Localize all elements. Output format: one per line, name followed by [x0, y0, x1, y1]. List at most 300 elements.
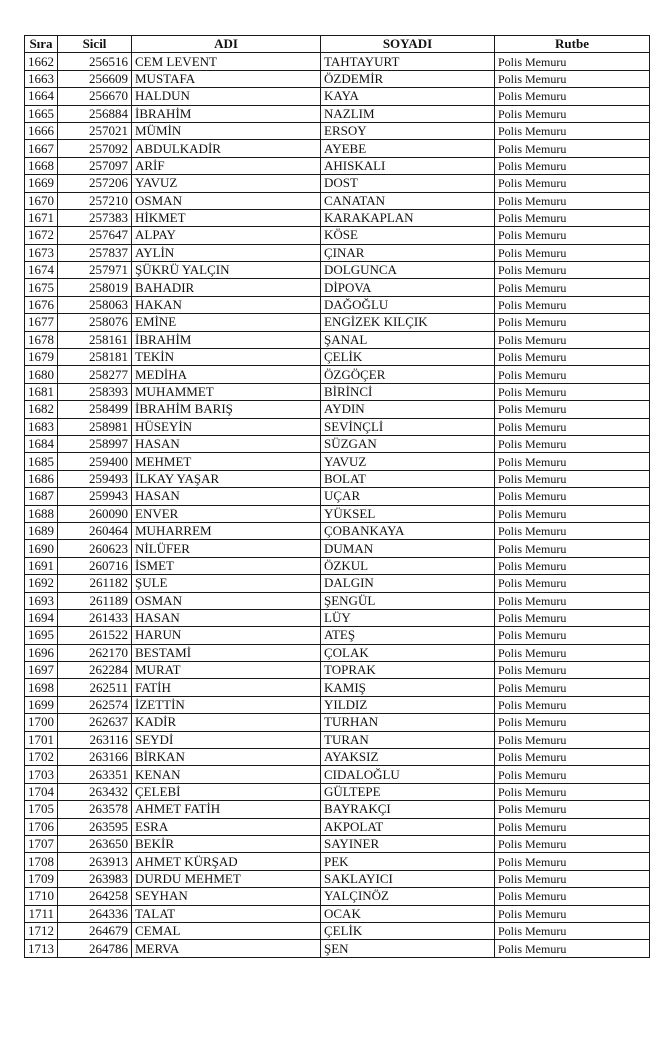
- table-row: [25, 818, 650, 835]
- table-row: [25, 453, 650, 470]
- adi-cell: ENVER: [132, 505, 321, 522]
- soyadi-cell: NAZLIM: [321, 105, 495, 122]
- rutbe-cell: Polis Memuru: [495, 644, 650, 661]
- adi-cell: MUHAMMET: [132, 383, 321, 400]
- adi-cell: ALPAY: [132, 227, 321, 244]
- sicil-cell: 264336: [58, 905, 132, 922]
- table-row: [25, 244, 650, 261]
- table-row: [25, 140, 650, 157]
- rutbe-cell: Polis Memuru: [495, 105, 650, 122]
- rutbe-cell: Polis Memuru: [495, 522, 650, 539]
- sira-cell: 1672: [25, 227, 58, 244]
- sicil-cell: 260623: [58, 540, 132, 557]
- sicil-cell: 257971: [58, 262, 132, 279]
- header-sicil: Sicil: [58, 36, 132, 53]
- sira-cell: 1703: [25, 766, 58, 783]
- adi-cell: MUSTAFA: [132, 70, 321, 87]
- soyadi-cell: ERSOY: [321, 122, 495, 139]
- rutbe-cell: Polis Memuru: [495, 766, 650, 783]
- adi-cell: BİRKAN: [132, 749, 321, 766]
- sira-cell: 1669: [25, 175, 58, 192]
- sira-cell: 1673: [25, 244, 58, 261]
- adi-cell: ÇELEBİ: [132, 783, 321, 800]
- sira-cell: 1701: [25, 731, 58, 748]
- sicil-cell: 259943: [58, 488, 132, 505]
- soyadi-cell: TURHAN: [321, 714, 495, 731]
- soyadi-cell: AYDIN: [321, 401, 495, 418]
- adi-cell: ŞULE: [132, 575, 321, 592]
- adi-cell: SEYHAN: [132, 888, 321, 905]
- adi-cell: KADİR: [132, 714, 321, 731]
- table-row: [25, 383, 650, 400]
- adi-cell: FATİH: [132, 679, 321, 696]
- rutbe-cell: Polis Memuru: [495, 575, 650, 592]
- table-row: [25, 470, 650, 487]
- table-row: [25, 279, 650, 296]
- rutbe-cell: Polis Memuru: [495, 296, 650, 313]
- sira-cell: 1712: [25, 922, 58, 939]
- sira-cell: 1688: [25, 505, 58, 522]
- sicil-cell: 257097: [58, 157, 132, 174]
- table-row: [25, 435, 650, 452]
- table-row: [25, 296, 650, 313]
- soyadi-cell: ŞEN: [321, 940, 495, 957]
- sira-cell: 1694: [25, 609, 58, 626]
- table-row: [25, 488, 650, 505]
- adi-cell: HAKAN: [132, 296, 321, 313]
- soyadi-cell: ÇELİK: [321, 349, 495, 366]
- sicil-cell: 258161: [58, 331, 132, 348]
- sicil-cell: 262284: [58, 662, 132, 679]
- adi-cell: İSMET: [132, 557, 321, 574]
- rutbe-cell: Polis Memuru: [495, 331, 650, 348]
- sicil-cell: 263983: [58, 870, 132, 887]
- soyadi-cell: YÜKSEL: [321, 505, 495, 522]
- table-body: [25, 53, 650, 957]
- sira-cell: 1668: [25, 157, 58, 174]
- rutbe-cell: Polis Memuru: [495, 227, 650, 244]
- soyadi-cell: DOLGUNCA: [321, 262, 495, 279]
- adi-cell: AHMET KÜRŞAD: [132, 853, 321, 870]
- sira-cell: 1691: [25, 557, 58, 574]
- sira-cell: 1681: [25, 383, 58, 400]
- sira-cell: 1683: [25, 418, 58, 435]
- table-row: [25, 331, 650, 348]
- soyadi-cell: ÖZGÖÇER: [321, 366, 495, 383]
- sira-cell: 1675: [25, 279, 58, 296]
- rutbe-cell: Polis Memuru: [495, 70, 650, 87]
- table-row: [25, 662, 650, 679]
- soyadi-cell: ÇOBANKAYA: [321, 522, 495, 539]
- sira-cell: 1693: [25, 592, 58, 609]
- sira-cell: 1698: [25, 679, 58, 696]
- adi-cell: MEDİHA: [132, 366, 321, 383]
- sira-cell: 1682: [25, 401, 58, 418]
- table-row: [25, 262, 650, 279]
- table-row: [25, 522, 650, 539]
- adi-cell: CEMAL: [132, 922, 321, 939]
- rutbe-cell: Polis Memuru: [495, 453, 650, 470]
- soyadi-cell: DOST: [321, 175, 495, 192]
- adi-cell: TALAT: [132, 905, 321, 922]
- header-sira: Sıra: [25, 36, 58, 53]
- rutbe-cell: Polis Memuru: [495, 540, 650, 557]
- soyadi-cell: SEVİNÇLİ: [321, 418, 495, 435]
- sicil-cell: 258981: [58, 418, 132, 435]
- adi-cell: ESRA: [132, 818, 321, 835]
- soyadi-cell: CANATAN: [321, 192, 495, 209]
- soyadi-cell: KAMIŞ: [321, 679, 495, 696]
- table-row: [25, 418, 650, 435]
- sira-cell: 1665: [25, 105, 58, 122]
- adi-cell: İLKAY YAŞAR: [132, 470, 321, 487]
- sira-cell: 1667: [25, 140, 58, 157]
- rutbe-cell: Polis Memuru: [495, 349, 650, 366]
- soyadi-cell: ŞANAL: [321, 331, 495, 348]
- table-row: [25, 557, 650, 574]
- soyadi-cell: DUMAN: [321, 540, 495, 557]
- sicil-cell: 263913: [58, 853, 132, 870]
- sicil-cell: 258181: [58, 349, 132, 366]
- sicil-cell: 262637: [58, 714, 132, 731]
- soyadi-cell: AYAKSIZ: [321, 749, 495, 766]
- soyadi-cell: KÖSE: [321, 227, 495, 244]
- sira-cell: 1687: [25, 488, 58, 505]
- sira-cell: 1680: [25, 366, 58, 383]
- rutbe-cell: Polis Memuru: [495, 922, 650, 939]
- sicil-cell: 263650: [58, 835, 132, 852]
- rutbe-cell: Polis Memuru: [495, 783, 650, 800]
- rutbe-cell: Polis Memuru: [495, 714, 650, 731]
- rutbe-cell: Polis Memuru: [495, 122, 650, 139]
- sicil-cell: 263351: [58, 766, 132, 783]
- table-row: [25, 366, 650, 383]
- rutbe-cell: Polis Memuru: [495, 244, 650, 261]
- adi-cell: CEM LEVENT: [132, 53, 321, 70]
- soyadi-cell: UÇAR: [321, 488, 495, 505]
- sira-cell: 1692: [25, 575, 58, 592]
- sicil-cell: 258277: [58, 366, 132, 383]
- table-row: [25, 696, 650, 713]
- sira-cell: 1707: [25, 835, 58, 852]
- soyadi-cell: ÇOLAK: [321, 644, 495, 661]
- sira-cell: 1663: [25, 70, 58, 87]
- sira-cell: 1699: [25, 696, 58, 713]
- table-row: [25, 888, 650, 905]
- rutbe-cell: Polis Memuru: [495, 53, 650, 70]
- sicil-cell: 261189: [58, 592, 132, 609]
- table-row: [25, 609, 650, 626]
- soyadi-cell: TURAN: [321, 731, 495, 748]
- sira-cell: 1676: [25, 296, 58, 313]
- table-row: [25, 227, 650, 244]
- sicil-cell: 260716: [58, 557, 132, 574]
- table-row: [25, 349, 650, 366]
- sira-cell: 1666: [25, 122, 58, 139]
- soyadi-cell: ÇELİK: [321, 922, 495, 939]
- adi-cell: YAVUZ: [132, 175, 321, 192]
- sicil-cell: 256884: [58, 105, 132, 122]
- rutbe-cell: Polis Memuru: [495, 731, 650, 748]
- soyadi-cell: DİPOVA: [321, 279, 495, 296]
- soyadi-cell: SÜZGAN: [321, 435, 495, 452]
- sicil-cell: 263166: [58, 749, 132, 766]
- table-row: [25, 905, 650, 922]
- sicil-cell: 257647: [58, 227, 132, 244]
- soyadi-cell: ÇINAR: [321, 244, 495, 261]
- table-row: [25, 627, 650, 644]
- sira-cell: 1710: [25, 888, 58, 905]
- table-row: [25, 314, 650, 331]
- sira-cell: 1670: [25, 192, 58, 209]
- rutbe-cell: Polis Memuru: [495, 383, 650, 400]
- adi-cell: HASAN: [132, 435, 321, 452]
- table-row: [25, 505, 650, 522]
- rutbe-cell: Polis Memuru: [495, 627, 650, 644]
- sicil-cell: 259493: [58, 470, 132, 487]
- adi-cell: MURAT: [132, 662, 321, 679]
- soyadi-cell: BOLAT: [321, 470, 495, 487]
- rutbe-cell: Polis Memuru: [495, 696, 650, 713]
- sira-cell: 1713: [25, 940, 58, 957]
- rutbe-cell: Polis Memuru: [495, 505, 650, 522]
- header-rutbe: Rutbe: [495, 36, 650, 53]
- soyadi-cell: BİRİNCİ: [321, 383, 495, 400]
- table-row: [25, 714, 650, 731]
- soyadi-cell: CIDALOĞLU: [321, 766, 495, 783]
- adi-cell: MUHARREM: [132, 522, 321, 539]
- soyadi-cell: KAYA: [321, 88, 495, 105]
- soyadi-cell: TOPRAK: [321, 662, 495, 679]
- rutbe-cell: Polis Memuru: [495, 262, 650, 279]
- rutbe-cell: Polis Memuru: [495, 853, 650, 870]
- sicil-cell: 257206: [58, 175, 132, 192]
- soyadi-cell: AHISKALI: [321, 157, 495, 174]
- sira-cell: 1702: [25, 749, 58, 766]
- adi-cell: BESTAMİ: [132, 644, 321, 661]
- sira-cell: 1689: [25, 522, 58, 539]
- adi-cell: HİKMET: [132, 209, 321, 226]
- adi-cell: OSMAN: [132, 192, 321, 209]
- adi-cell: HÜSEYİN: [132, 418, 321, 435]
- sicil-cell: 262170: [58, 644, 132, 661]
- soyadi-cell: YALÇINÖZ: [321, 888, 495, 905]
- sicil-cell: 258076: [58, 314, 132, 331]
- sicil-cell: 259400: [58, 453, 132, 470]
- sira-cell: 1709: [25, 870, 58, 887]
- soyadi-cell: SAKLAYICI: [321, 870, 495, 887]
- table-row: [25, 922, 650, 939]
- adi-cell: İBRAHİM BARIŞ: [132, 401, 321, 418]
- soyadi-cell: YILDIZ: [321, 696, 495, 713]
- adi-cell: ŞÜKRÜ YALÇIN: [132, 262, 321, 279]
- rutbe-cell: Polis Memuru: [495, 870, 650, 887]
- sira-cell: 1690: [25, 540, 58, 557]
- header-row: [25, 36, 650, 53]
- rutbe-cell: Polis Memuru: [495, 140, 650, 157]
- adi-cell: HALDUN: [132, 88, 321, 105]
- adi-cell: İBRAHİM: [132, 105, 321, 122]
- sicil-cell: 264679: [58, 922, 132, 939]
- sira-cell: 1696: [25, 644, 58, 661]
- sira-cell: 1686: [25, 470, 58, 487]
- sicil-cell: 263116: [58, 731, 132, 748]
- soyadi-cell: AYEBE: [321, 140, 495, 157]
- sicil-cell: 263578: [58, 801, 132, 818]
- adi-cell: MÜMİN: [132, 122, 321, 139]
- header-soyadi: SOYADI: [321, 36, 495, 53]
- soyadi-cell: YAVUZ: [321, 453, 495, 470]
- sicil-cell: 258499: [58, 401, 132, 418]
- rutbe-cell: Polis Memuru: [495, 470, 650, 487]
- table-row: [25, 540, 650, 557]
- soyadi-cell: ÖZKUL: [321, 557, 495, 574]
- rutbe-cell: Polis Memuru: [495, 940, 650, 957]
- adi-cell: BAHADIR: [132, 279, 321, 296]
- sira-cell: 1671: [25, 209, 58, 226]
- adi-cell: AYLİN: [132, 244, 321, 261]
- sicil-cell: 257210: [58, 192, 132, 209]
- table-row: [25, 783, 650, 800]
- adi-cell: MEHMET: [132, 453, 321, 470]
- adi-cell: OSMAN: [132, 592, 321, 609]
- sicil-cell: 262511: [58, 679, 132, 696]
- sicil-cell: 261433: [58, 609, 132, 626]
- rutbe-cell: Polis Memuru: [495, 679, 650, 696]
- sicil-cell: 256516: [58, 53, 132, 70]
- sicil-cell: 261522: [58, 627, 132, 644]
- rutbe-cell: Polis Memuru: [495, 279, 650, 296]
- soyadi-cell: BAYRAKÇI: [321, 801, 495, 818]
- sicil-cell: 264258: [58, 888, 132, 905]
- rutbe-cell: Polis Memuru: [495, 749, 650, 766]
- table-row: [25, 575, 650, 592]
- sira-cell: 1697: [25, 662, 58, 679]
- table-row: [25, 192, 650, 209]
- table-row: [25, 122, 650, 139]
- rutbe-cell: Polis Memuru: [495, 818, 650, 835]
- sira-cell: 1679: [25, 349, 58, 366]
- rutbe-cell: Polis Memuru: [495, 314, 650, 331]
- adi-cell: ABDULKADİR: [132, 140, 321, 157]
- sira-cell: 1708: [25, 853, 58, 870]
- sicil-cell: 258393: [58, 383, 132, 400]
- table-row: [25, 940, 650, 957]
- sicil-cell: 263432: [58, 783, 132, 800]
- sicil-cell: 257383: [58, 209, 132, 226]
- sira-cell: 1677: [25, 314, 58, 331]
- table-row: [25, 801, 650, 818]
- soyadi-cell: ŞENGÜL: [321, 592, 495, 609]
- rutbe-cell: Polis Memuru: [495, 609, 650, 626]
- rutbe-cell: Polis Memuru: [495, 401, 650, 418]
- rutbe-cell: Polis Memuru: [495, 835, 650, 852]
- sicil-cell: 261182: [58, 575, 132, 592]
- sira-cell: 1695: [25, 627, 58, 644]
- sira-cell: 1664: [25, 88, 58, 105]
- rutbe-cell: Polis Memuru: [495, 88, 650, 105]
- adi-cell: HASAN: [132, 488, 321, 505]
- sicil-cell: 257021: [58, 122, 132, 139]
- sicil-cell: 262574: [58, 696, 132, 713]
- sicil-cell: 260090: [58, 505, 132, 522]
- soyadi-cell: DAĞOĞLU: [321, 296, 495, 313]
- rutbe-cell: Polis Memuru: [495, 157, 650, 174]
- table-row: [25, 731, 650, 748]
- rutbe-cell: Polis Memuru: [495, 905, 650, 922]
- sicil-cell: 256609: [58, 70, 132, 87]
- sicil-cell: 258019: [58, 279, 132, 296]
- soyadi-cell: PEK: [321, 853, 495, 870]
- table-row: [25, 157, 650, 174]
- sicil-cell: 260464: [58, 522, 132, 539]
- sicil-cell: 257092: [58, 140, 132, 157]
- table-row: [25, 175, 650, 192]
- adi-cell: HARUN: [132, 627, 321, 644]
- rutbe-cell: Polis Memuru: [495, 662, 650, 679]
- sira-cell: 1706: [25, 818, 58, 835]
- rutbe-cell: Polis Memuru: [495, 488, 650, 505]
- sira-cell: 1662: [25, 53, 58, 70]
- sira-cell: 1674: [25, 262, 58, 279]
- table-row: [25, 592, 650, 609]
- rutbe-cell: Polis Memuru: [495, 366, 650, 383]
- table-row: [25, 870, 650, 887]
- table-row: [25, 853, 650, 870]
- rutbe-cell: Polis Memuru: [495, 192, 650, 209]
- sira-cell: 1684: [25, 435, 58, 452]
- soyadi-cell: KARAKAPLAN: [321, 209, 495, 226]
- sira-cell: 1678: [25, 331, 58, 348]
- adi-cell: ARİF: [132, 157, 321, 174]
- table-row: [25, 644, 650, 661]
- soyadi-cell: DALGIN: [321, 575, 495, 592]
- adi-cell: DURDU MEHMET: [132, 870, 321, 887]
- sicil-cell: 258997: [58, 435, 132, 452]
- sira-cell: 1704: [25, 783, 58, 800]
- table-row: [25, 105, 650, 122]
- sicil-cell: 257837: [58, 244, 132, 261]
- sicil-cell: 258063: [58, 296, 132, 313]
- sicil-cell: 263595: [58, 818, 132, 835]
- soyadi-cell: GÜLTEPE: [321, 783, 495, 800]
- rutbe-cell: Polis Memuru: [495, 435, 650, 452]
- table-row: [25, 88, 650, 105]
- adi-cell: AHMET FATİH: [132, 801, 321, 818]
- table-row: [25, 679, 650, 696]
- table-row: [25, 209, 650, 226]
- table-row: [25, 53, 650, 70]
- adi-cell: HASAN: [132, 609, 321, 626]
- soyadi-cell: LÜY: [321, 609, 495, 626]
- rutbe-cell: Polis Memuru: [495, 175, 650, 192]
- sira-cell: 1711: [25, 905, 58, 922]
- soyadi-cell: OCAK: [321, 905, 495, 922]
- rutbe-cell: Polis Memuru: [495, 557, 650, 574]
- soyadi-cell: SAYINER: [321, 835, 495, 852]
- rutbe-cell: Polis Memuru: [495, 592, 650, 609]
- soyadi-cell: ÖZDEMİR: [321, 70, 495, 87]
- rutbe-cell: Polis Memuru: [495, 888, 650, 905]
- rutbe-cell: Polis Memuru: [495, 209, 650, 226]
- table-row: [25, 401, 650, 418]
- adi-cell: NİLÜFER: [132, 540, 321, 557]
- table-row: [25, 766, 650, 783]
- soyadi-cell: ATEŞ: [321, 627, 495, 644]
- soyadi-cell: AKPOLAT: [321, 818, 495, 835]
- adi-cell: EMİNE: [132, 314, 321, 331]
- sira-cell: 1700: [25, 714, 58, 731]
